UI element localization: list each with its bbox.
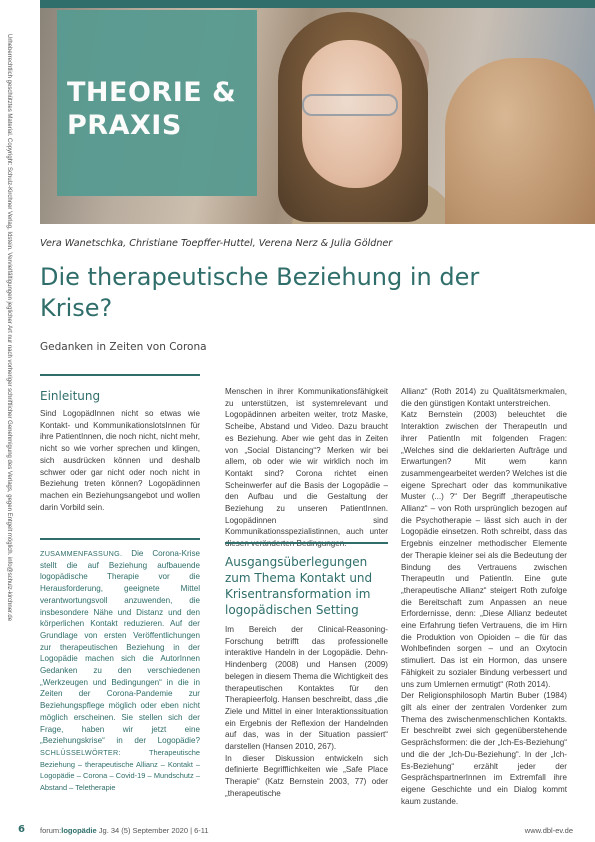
col3-text-3: Der Religionsphilosoph Martin Buber (1984) gilt als einer der zentralen Vordenker zum Thema des zwischenmenschlichen Kontakts. Er beschreibt zwei sich gegenüberstehende Gesprächsformen: die der „Ich-Es-Beziehung“ und die der „Ich-Du-Beziehung“. In der „Ich-Es-Beziehung“ erzählt jeder der GesprächspartnerInnen im Extremfall ihre eigene Geschichte und ein Dialog kommt kaum zustande. (401, 691, 567, 806)
col3-paragraphs (401, 386, 567, 807)
intro-text: Sind LogopädInnen nicht so etwas wie Kontakt- und KommunikationslotsInnen für ihre PatientInnen, die noch nicht, nicht mehr, nicht so wie vorher sprechen und klingen, sich ausdrücken können und deshalb schwer oder gar nicht oder noch nicht in Beziehung treten können? Logopädinnen machen ein Beziehungsangebot und wollen darin Vorbild sein. (40, 409, 200, 512)
keywords-label: SCHLÜSSELWÖRTER: (40, 747, 121, 757)
summary-box (40, 548, 200, 794)
section-rule (40, 374, 200, 376)
col2-text-3: In dieser Diskussion entwickeln sich definierte Begrifflichkeiten wie „Safe Place Therapie“ (Katz Bernstein 2003, 77) oder „therapeutische (225, 753, 388, 798)
col3-text-1: Allianz“ (Roth 2014) zu Qualitätsmerkmalen, die den günstigen Kontakt unterstreichen. (401, 387, 567, 408)
section-rule-2 (225, 542, 388, 544)
col2-heading: Ausgangsüberlegungen zum Thema Kontakt und Krisentransformation im logopädischen Setting (225, 555, 373, 617)
copyright-text: Urheberrechtlich geschütztes Material. Copyright: Schulz-Kirchner Verlag, Idstein. Vervielfältigungen jeglicher Art nur nach vorheriger schriftlicher Genehmigung des Verlags, gegen Entgelt möglich. info@schulz-kirchner.de (6, 34, 12, 622)
col3-text-2: Katz Bernstein (2003) beleuchtet die Interaktion zwischen der TherapeutIn und ihrer PatientIn mit folgenden Fragen: „Welches sind die deklarierten Aufträge und Erwartungen? Mit wem kann zusammengearbeitet werden? Welches ist die eigene Sprechart oder das kommunikative Muster (...) ?“ Der Begriff „therapeutische Allianz“ – von Roth ursprünglich bezogen auf die Psychotherapie – lässt sich auch in der Logopädie einsetzen. Roth schreibt, dass das Ergebnis einzelner methodischer Elemente der Therapie kleiner sei als die Bedeutung der Bindung des Vertrauens zwischen TherapeutIn und PatientIn. Eine gute „therapeutische Allianz“ steigert Roth zufolge die Bereitschaft zum Anpassen an neue Erfordernisse, denn: „Diese Allianz bedeutet eine Erfahrung tiefen Vertrauens, die im Hirn die Produktion von Opioiden – die für das Wohlbefinden sorgen – und an Oxytocin stimuliert. Das ist ein Hormon, das unsere Fähigkeit zu sozialer Bindung verbessert und uns zum Umlernen ermutigt“ (Roth 2014). (401, 410, 567, 689)
article-authors: Vera Wanetschka, Christiane Toepffer-Huttel, Verena Nerz & Julia Göldner (40, 238, 393, 249)
keywords-text: Therapeutische Beziehung – therapeutische Allianz – Kontakt – Logopädie – Corona – Covid-19 – Mundschutz – Abstand – Teletherapie (40, 747, 200, 793)
footer-website[interactable]: www.dbl-ev.de (524, 826, 573, 835)
section-title: THEORIE & PRAXIS (67, 77, 237, 141)
journal-prefix: forum: (40, 826, 62, 835)
summary-label: ZUSAMMENFASSUNG. (40, 549, 123, 558)
col2-paragraph-2 (225, 624, 388, 800)
intro-heading: Einleitung (40, 389, 101, 403)
col2-text-1: Menschen in ihrer Kommunikationsfähigkeit zu unterstützen, ist systemrelevant und Logopädinnen arbeiten weiter, trotz Maske, Scheibe, Abstand und Video. Dazu braucht es Beziehung. Aber wie geht das in Zeiten von „Social Distancing“? Merken wir bei allem, ob oder wie wir wirklich noch im Kontakt sind? Corona richtet einen Scheinwerfer auf die Basis der Logopädie – den Aufbau und die Gestaltung der Beziehung zu unseren PatientInnen. Logopädinnen sind Kommunikationsspezialistinnen, auch unter diesen veränderten Bedingungen. (225, 387, 388, 549)
col2-text-2: Im Bereich der Clinical-Reasoning-Forschung betrifft das professionelle interaktive Handeln in der Logopädie. Dehn-Hindenberg (2008) und Hansen (2009) belegen in diesem Thema die Wichtigkeit des therapeutischen Kontaktes für den Therapieerfolg. Hansen beschreibt, dass „die Ziele und Mittel in einer Interaktionssituation ein Ergebnis der Reflexion der Handelnden auf das, was in der Situation passiert“ darstellen (Hansen 2010, 267). (225, 625, 388, 752)
journal-info (40, 826, 209, 835)
section-title-box (57, 10, 257, 196)
journal-issue: Jg. 34 (5) September 2020 | 6-11 (98, 826, 209, 835)
summary-text: Die Corona-Krise stellt die auf Beziehung aufbauende logopädische Therapie vor die Herausforderung, geeignete Mittel verantwortungsvoll anzuwenden, die insbesondere Nähe und Distanz und den körperlichen Kontakt reduzieren. Auf der Grundlage von ersten Veröffentlichungen zur therapeutischen Beziehung in der Logopädie machen sich die AutorInnen Gedanken zu den verschiedenen „Werkzeugen und Bedingungen“ in die in Zeiten der Corona-Pandemie zur Beziehungspflege möglich oder eben nicht möglich erscheinen. Sie stellen sich der Frage, haben wir jetzt eine „Beziehungskrise“ in der Logopädie? (40, 549, 201, 746)
summary-rule (40, 538, 200, 540)
article-title: Die therapeutische Beziehung in der Krise? (40, 263, 480, 322)
intro-paragraph (40, 408, 200, 513)
col2-paragraph-1 (225, 386, 388, 550)
page-footer (0, 826, 595, 840)
copyright-side-note (2, 34, 22, 834)
journal-name: logopädie (61, 826, 97, 835)
article-subtitle: Gedanken in Zeiten von Corona (40, 341, 207, 353)
page-number: 6 (18, 824, 25, 835)
top-accent-bar (40, 0, 595, 8)
